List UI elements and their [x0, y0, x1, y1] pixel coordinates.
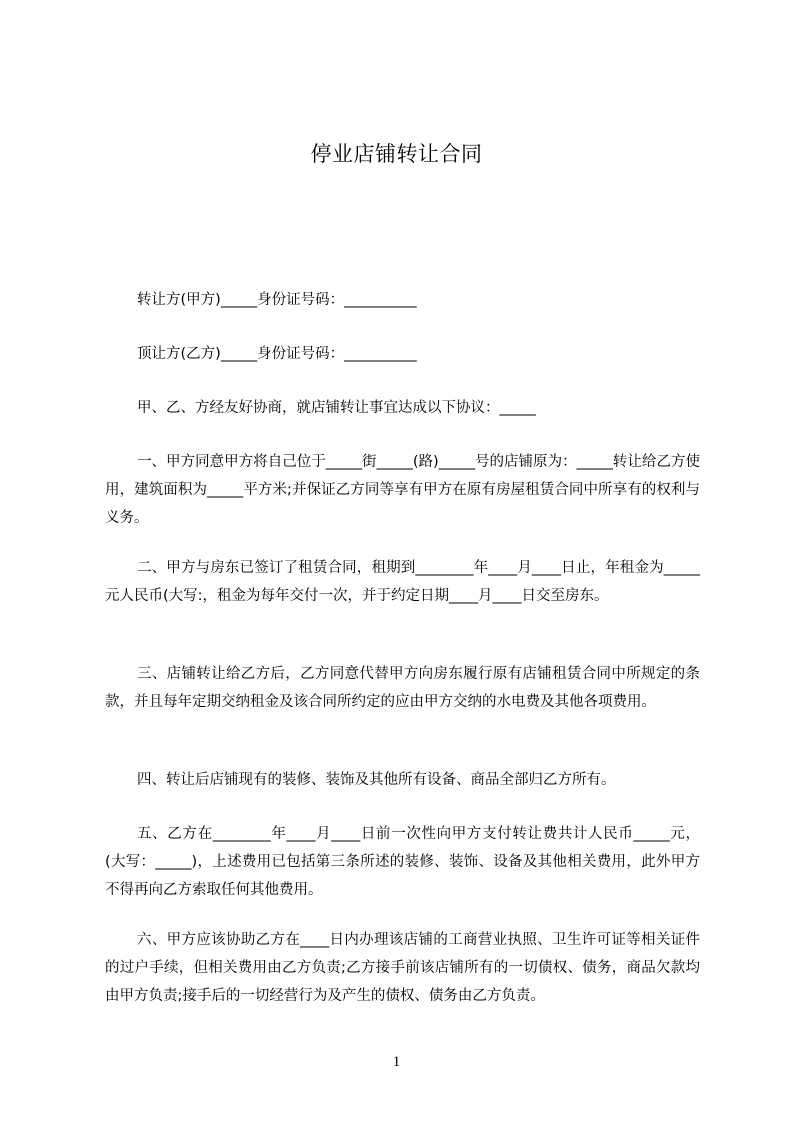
page-number: 1	[392, 1054, 401, 1070]
paragraph-transferor: 转让方(甲方)_____身份证号码：__________	[137, 292, 417, 308]
paragraph-transferee: 顶让方(乙方)_____身份证号码：__________	[137, 346, 417, 362]
clause-3: 三、店铺转让给乙方后，乙方同意代替甲方向房东履行原有店铺租赁合同中所规定的条款，并且每年定期交纳租金及该合同所约定的应由甲方交纳的水电费及其他各项费用。	[105, 666, 700, 710]
document-title: 停业店铺转让合同	[310, 142, 483, 166]
clause-2: 二、甲方与房东已签订了租赁合同，租期到________年____月____日止，年租金为_____元人民币(大写:，租金为每年交付一次，并于约定日期____月____日交至房东。	[105, 560, 700, 604]
paragraph-agreement-intro: 甲、乙、方经友好协商，就店铺转让事宜达成以下协议：_____	[137, 400, 536, 416]
clause-5: 五、乙方在________年____月____日前一次性向甲方支付转让费共计人民币_____元，(大写：_____)，上述费用已包括第三条所述的装修、装饰、设备及其他相关费用，此外甲方不得再向乙方索取任何其他费用。	[105, 826, 700, 898]
clause-4: 四、转让后店铺现有的装修、装饰及其他所有设备、商品全部归乙方所有。	[137, 772, 616, 788]
clause-1: 一、甲方同意甲方将自己位于_____街_____(路)_____号的店铺原为：_____转让给乙方使用，建筑面积为_____平方米;并保证乙方同等享有甲方在原有房屋租赁合同中所享有的权利与义务。	[105, 454, 700, 526]
clause-6: 六、甲方应该协助乙方在____日内办理该店铺的工商营业执照、卫生许可证等相关证件的过户手续，但相关费用由乙方负责;乙方接手前该店铺所有的一切债权、债务，商品欠款均由甲方负责;接手后的一切经营行为及产生的债权、债务由乙方负责。	[105, 932, 700, 1004]
